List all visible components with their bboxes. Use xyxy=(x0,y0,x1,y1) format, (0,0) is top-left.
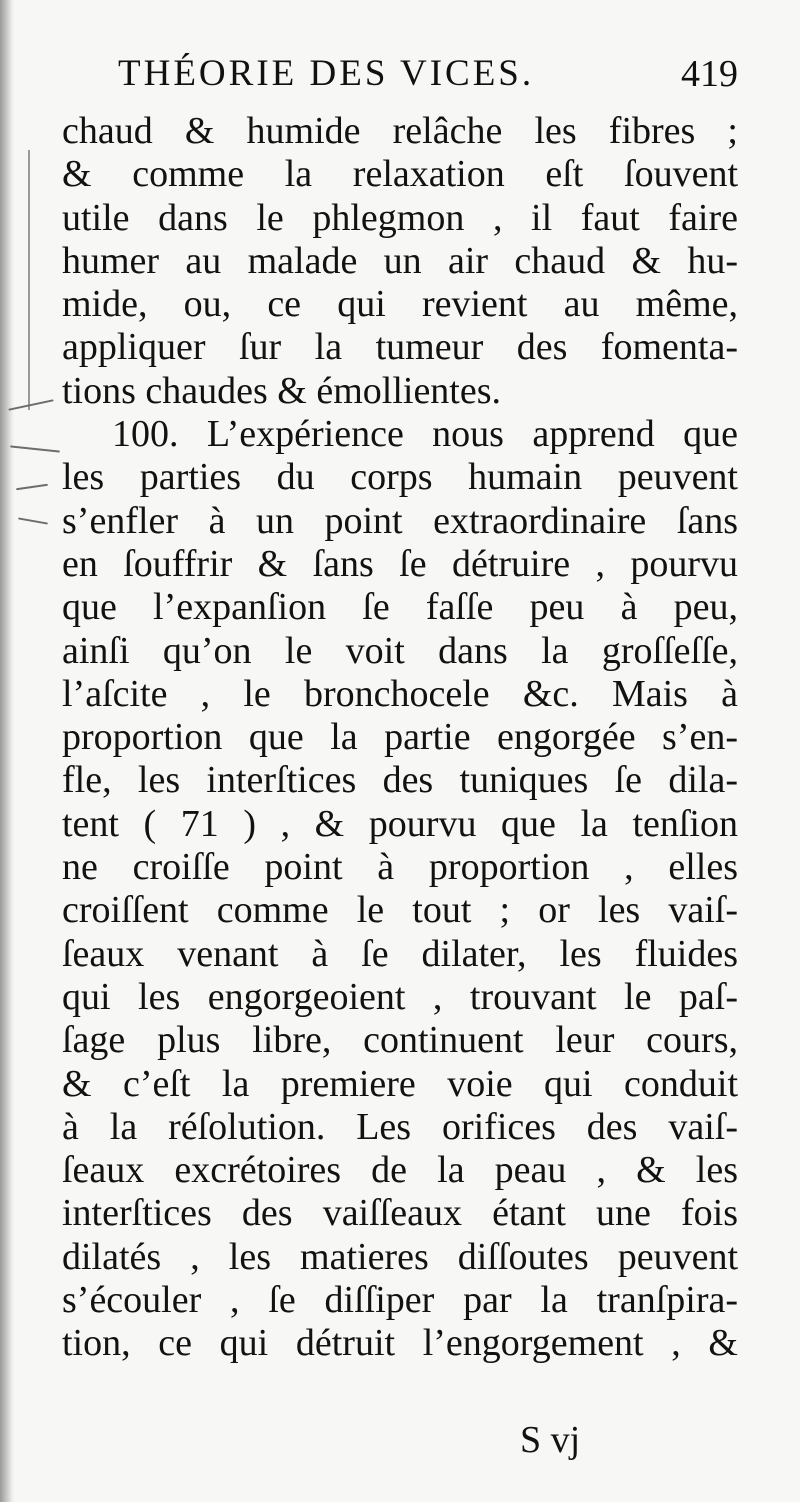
text-line: l’aſcite , le bronchocele &c. Mais à xyxy=(62,672,738,715)
text-line: ſeaux excrétoires de la peau , & les xyxy=(62,1149,738,1192)
text-line: s’écouler , ſe diſſiper par la tranſpira- xyxy=(62,1279,738,1322)
text-line: à la réſolution. Les orifices des vaiſ- xyxy=(62,1105,738,1148)
margin-scribble xyxy=(18,517,48,524)
text-line: tion, ce qui détruit l’engorgement , & xyxy=(62,1322,738,1365)
text-line: tent ( 71 ) , & pourvu que la tenſion xyxy=(62,802,738,845)
text-line: ne croiſſe point à proportion , elles xyxy=(62,846,738,889)
text-line: s’enfler à un point extraordinaire ſans xyxy=(62,499,738,542)
margin-annotations xyxy=(0,0,70,1502)
body-text xyxy=(62,110,738,1366)
signature-mark: S vj xyxy=(520,1419,581,1461)
text-line: qui les engorgeoient , trouvant le paſ- xyxy=(62,975,738,1018)
margin-scribble xyxy=(8,399,53,411)
text-line: fle, les interſtices des tuniques ſe dila- xyxy=(62,759,738,802)
text-line: mide, ou, ce qui revient au même, xyxy=(62,283,738,326)
text-line: humer au malade un air chaud & hu- xyxy=(62,239,738,282)
text-line: croiſſent comme le tout ; or les vaiſ- xyxy=(62,889,738,932)
text-line: & comme la relaxation eſt ſouvent xyxy=(62,153,738,196)
text-line: chaud & humide relâche les fibres ; xyxy=(62,110,738,152)
text-line: ainſi qu’on le voit dans la groſſeſſe, xyxy=(62,629,738,672)
text-line: tions chaudes & émollientes. xyxy=(62,369,502,412)
text-line: interſtices des vaiſſeaux étant une fois xyxy=(62,1192,738,1235)
text-line: ſage plus libre, continuent leur cours, xyxy=(62,1019,738,1062)
margin-scribble xyxy=(10,445,60,452)
text-line: en ſouffrir & ſans ſe détruire , pourvu xyxy=(62,542,738,585)
margin-scribble xyxy=(16,484,48,490)
text-line: utile dans le phlegmon , il faut faire xyxy=(62,196,738,239)
text-line: ſeaux venant à ſe dilater, les fluides xyxy=(62,932,738,975)
running-head xyxy=(118,52,738,102)
text-line: les parties du corps humain peuvent xyxy=(62,456,738,499)
paragraph-start-line: 100. L’expérience nous apprend que xyxy=(112,413,738,456)
page-number: 419 xyxy=(681,53,738,95)
text-line: proportion que la partie engorgée s’en- xyxy=(62,716,738,759)
text-line: que l’expanſion ſe faſſe peu à peu, xyxy=(62,586,738,629)
margin-ink-line xyxy=(28,150,30,410)
text-line: dilatés , les matieres diſſoutes peuvent xyxy=(62,1235,738,1278)
running-title: THÉORIE DES VICES. xyxy=(118,53,535,94)
text-line: & c’eſt la premiere voie qui conduit xyxy=(62,1062,738,1105)
text-line: appliquer ſur la tumeur des fomenta- xyxy=(62,326,738,369)
